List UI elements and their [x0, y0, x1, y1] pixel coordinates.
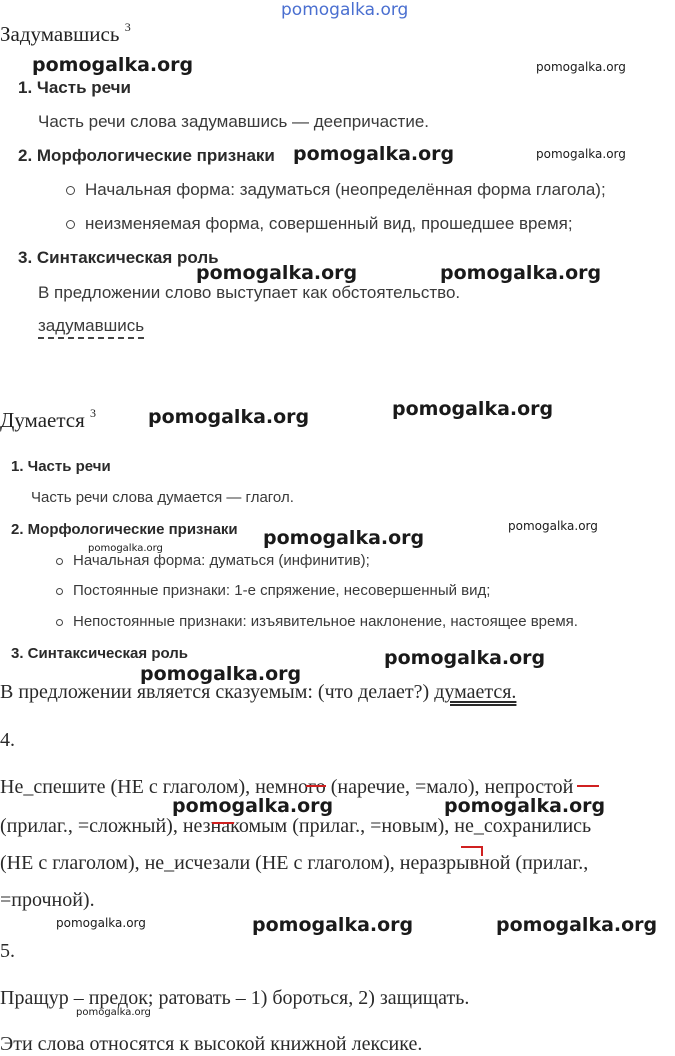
watermark: pomogalka.org: [496, 914, 658, 936]
red-mark: [212, 822, 234, 824]
footnote-sup: 3: [90, 406, 96, 420]
bullet-icon: [66, 186, 75, 195]
item-text-syntax: В предложении слово выступает как обстоятельство.: [38, 283, 461, 302]
list-item-text: Непостоянные признаки: изъявительное наклонение, настоящее время.: [73, 613, 578, 630]
watermark: pomogalka.org: [32, 54, 194, 76]
watermark: pomogalka.org: [508, 519, 598, 533]
watermark: pomogalka.org: [440, 262, 602, 284]
sentence-text: В предложении является сказуемым: (что делает?): [0, 681, 435, 703]
list-item: [56, 613, 578, 630]
watermark: pomogalka.org: [392, 398, 554, 420]
watermark: pomogalka.org: [140, 663, 302, 685]
task4-line: Не_спешите (НЕ с глаголом), немного (наречие, =мало), непростой: [0, 776, 574, 798]
watermark: pomogalka.org: [252, 914, 414, 936]
footnote-sup: 3: [124, 20, 131, 34]
predicate-sentence: [0, 681, 516, 704]
red-mark: [461, 846, 483, 856]
watermark: pomogalka.org: [56, 916, 146, 930]
item-text-part-of-speech-2: Часть речи слова думается — глагол.: [31, 489, 294, 506]
item-title-part-of-speech: 1. Часть речи: [18, 78, 131, 97]
list-item: [66, 180, 606, 200]
item-title-syntax-2: 3. Синтаксическая роль: [11, 645, 189, 662]
watermark: pomogalka.org: [88, 543, 163, 554]
item-title-part-of-speech-2: 1. Часть речи: [11, 458, 111, 475]
watermark: pomogalka.org: [444, 795, 606, 817]
task-number-5: 5.: [0, 940, 15, 962]
list-item: [56, 552, 370, 569]
item-title-morphology-2: 2. Морфологические признаки: [11, 521, 238, 538]
word-title-dumaetsya: [0, 408, 96, 433]
task5-line: Эти слова относятся к высокой книжной лексике.: [0, 1033, 423, 1055]
bullet-icon: [66, 220, 75, 229]
watermark-top: pomogalka.org: [281, 0, 409, 20]
watermark: pomogalka.org: [172, 795, 334, 817]
red-mark: [306, 785, 326, 787]
predicate-word: думается.: [434, 681, 517, 703]
word-text: Задумавшись: [0, 22, 120, 46]
watermark: pomogalka.org: [76, 1007, 151, 1018]
item-title-syntax: 3. Синтаксическая роль: [18, 248, 219, 267]
red-mark: [577, 785, 599, 787]
task4-line: (НЕ с глаголом), не_исчезали (НЕ с глаголом), неразрывной (прилаг.,: [0, 852, 589, 874]
watermark: pomogalka.org: [536, 147, 626, 161]
task-number-4: 4.: [0, 729, 15, 751]
watermark: pomogalka.org: [293, 143, 455, 165]
watermark: pomogalka.org: [536, 60, 626, 74]
example-word-text: задумавшись: [38, 316, 144, 339]
list-item-text: Начальная форма: задуматься (неопределённая форма глагола);: [85, 180, 606, 199]
bullet-icon: [56, 588, 63, 595]
bullet-icon: [56, 558, 63, 565]
list-item: [56, 582, 490, 599]
bullet-icon: [56, 619, 63, 626]
item-title-morphology: 2. Морфологические признаки: [18, 146, 275, 165]
word-title-zadumavshis: [0, 22, 131, 47]
task4-line: (прилаг., =сложный), незнакомым (прилаг., =новым), не_сохранились: [0, 815, 592, 837]
watermark: pomogalka.org: [148, 406, 310, 428]
list-item-text: Начальная форма: думаться (инфинитив);: [73, 552, 370, 569]
item-text-part-of-speech: Часть речи слова задумавшись — деепричастие.: [38, 112, 429, 131]
watermark: pomogalka.org: [384, 647, 546, 669]
example-word: [38, 316, 144, 336]
task4-line: =прочной).: [0, 889, 95, 911]
list-item-text: неизменяемая форма, совершенный вид, прошедшее время;: [85, 214, 573, 233]
list-item: [66, 214, 573, 234]
watermark: pomogalka.org: [263, 527, 425, 549]
watermark: pomogalka.org: [196, 262, 358, 284]
list-item-text: Постоянные признаки: 1-е спряжение, несовершенный вид;: [73, 582, 491, 599]
word-text: Думается: [0, 408, 85, 432]
task5-line: Пращур – предок; ратовать – 1) бороться, 2) защищать.: [0, 987, 470, 1009]
